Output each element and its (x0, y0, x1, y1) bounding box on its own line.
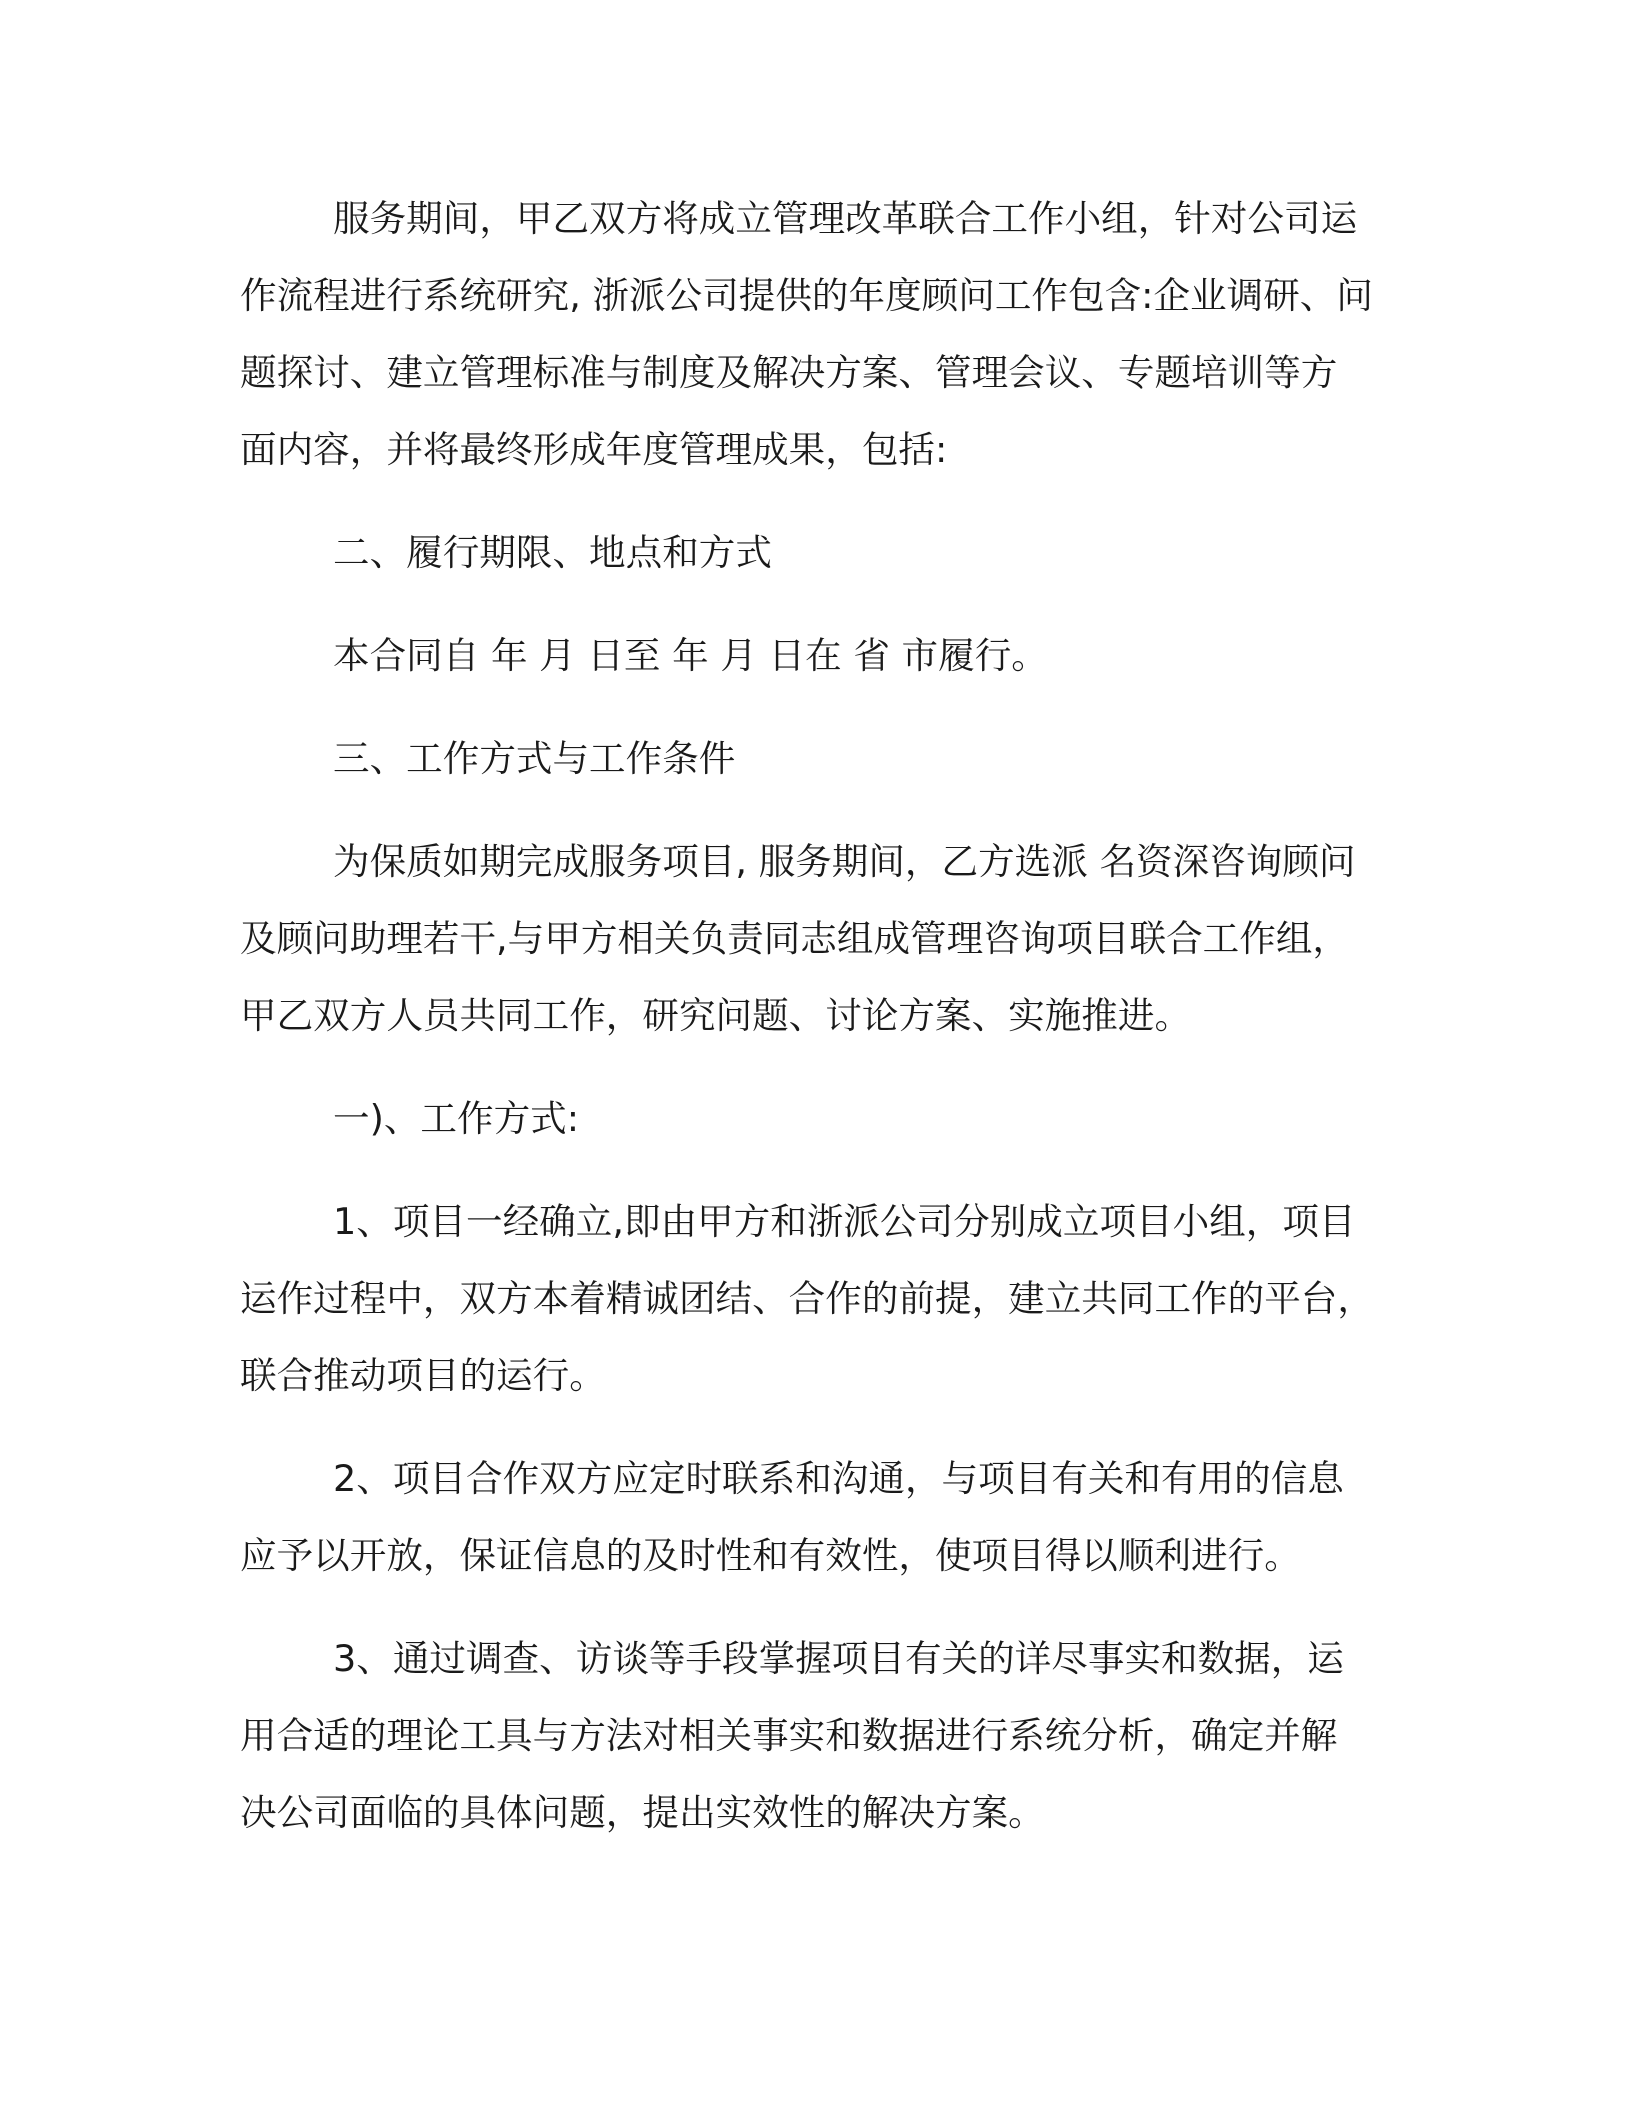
text-line: 作流程进行系统研究, 浙派公司提供的年度顾问工作包含:企业调研、问 (240, 274, 1373, 317)
text-line: 3、通过调查、访谈等手段掌握项目有关的详尽事实和数据，运 (333, 1637, 1344, 1680)
subsection-heading-work-method (240, 1080, 1390, 1157)
text-line: 联合推动项目的运行。 (240, 1354, 606, 1397)
document-body (240, 180, 1390, 1877)
heading-line: 一)、工作方式: (333, 1097, 580, 1140)
text-line: 服务期间，甲乙双方将成立管理改革联合工作小组，针对公司运 (333, 197, 1358, 240)
text-line: 甲乙双方人员共同工作，研究问题、讨论方案、实施推进。 (240, 994, 1192, 1037)
text-line: 1、项目一经确立,即由甲方和浙派公司分别成立项目小组，项目 (333, 1200, 1356, 1243)
list-item-2 (240, 1440, 1390, 1594)
list-item-1 (240, 1183, 1390, 1414)
paragraph-contract-term (240, 617, 1390, 694)
text-line: 应予以开放，保证信息的及时性和有效性，使项目得以顺利进行。 (240, 1534, 1301, 1577)
section-heading-work-method (240, 720, 1390, 797)
text-line: 用合适的理论工具与方法对相关事实和数据进行系统分析，确定并解 (240, 1714, 1338, 1757)
text-line: 题探讨、建立管理标准与制度及解决方案、管理会议、专题培训等方 (240, 351, 1338, 394)
heading-line: 二、履行期限、地点和方式 (333, 531, 772, 574)
list-item-3 (240, 1620, 1390, 1851)
text-line: 为保质如期完成服务项目, 服务期间，乙方选派 名资深咨询顾问 (333, 840, 1356, 883)
text-line: 面内容，并将最终形成年度管理成果，包括: (240, 428, 948, 471)
section-heading-term-location (240, 514, 1390, 591)
heading-line: 三、工作方式与工作条件 (333, 737, 736, 780)
paragraph-team (240, 823, 1390, 1054)
text-line: 2、项目合作双方应定时联系和沟通，与项目有关和有用的信息 (333, 1457, 1344, 1500)
text-line: 及顾问助理若干,与甲方相关负责同志组成管理咨询项目联合工作组， (240, 917, 1349, 960)
text-line: 本合同自 年 月 日至 年 月 日在 省 市履行。 (333, 634, 1048, 677)
text-line: 运作过程中，双方本着精诚团结、合作的前提，建立共同工作的平台， (240, 1277, 1374, 1320)
paragraph-service-scope (240, 180, 1390, 488)
text-line: 决公司面临的具体问题，提出实效性的解决方案。 (240, 1791, 1045, 1834)
